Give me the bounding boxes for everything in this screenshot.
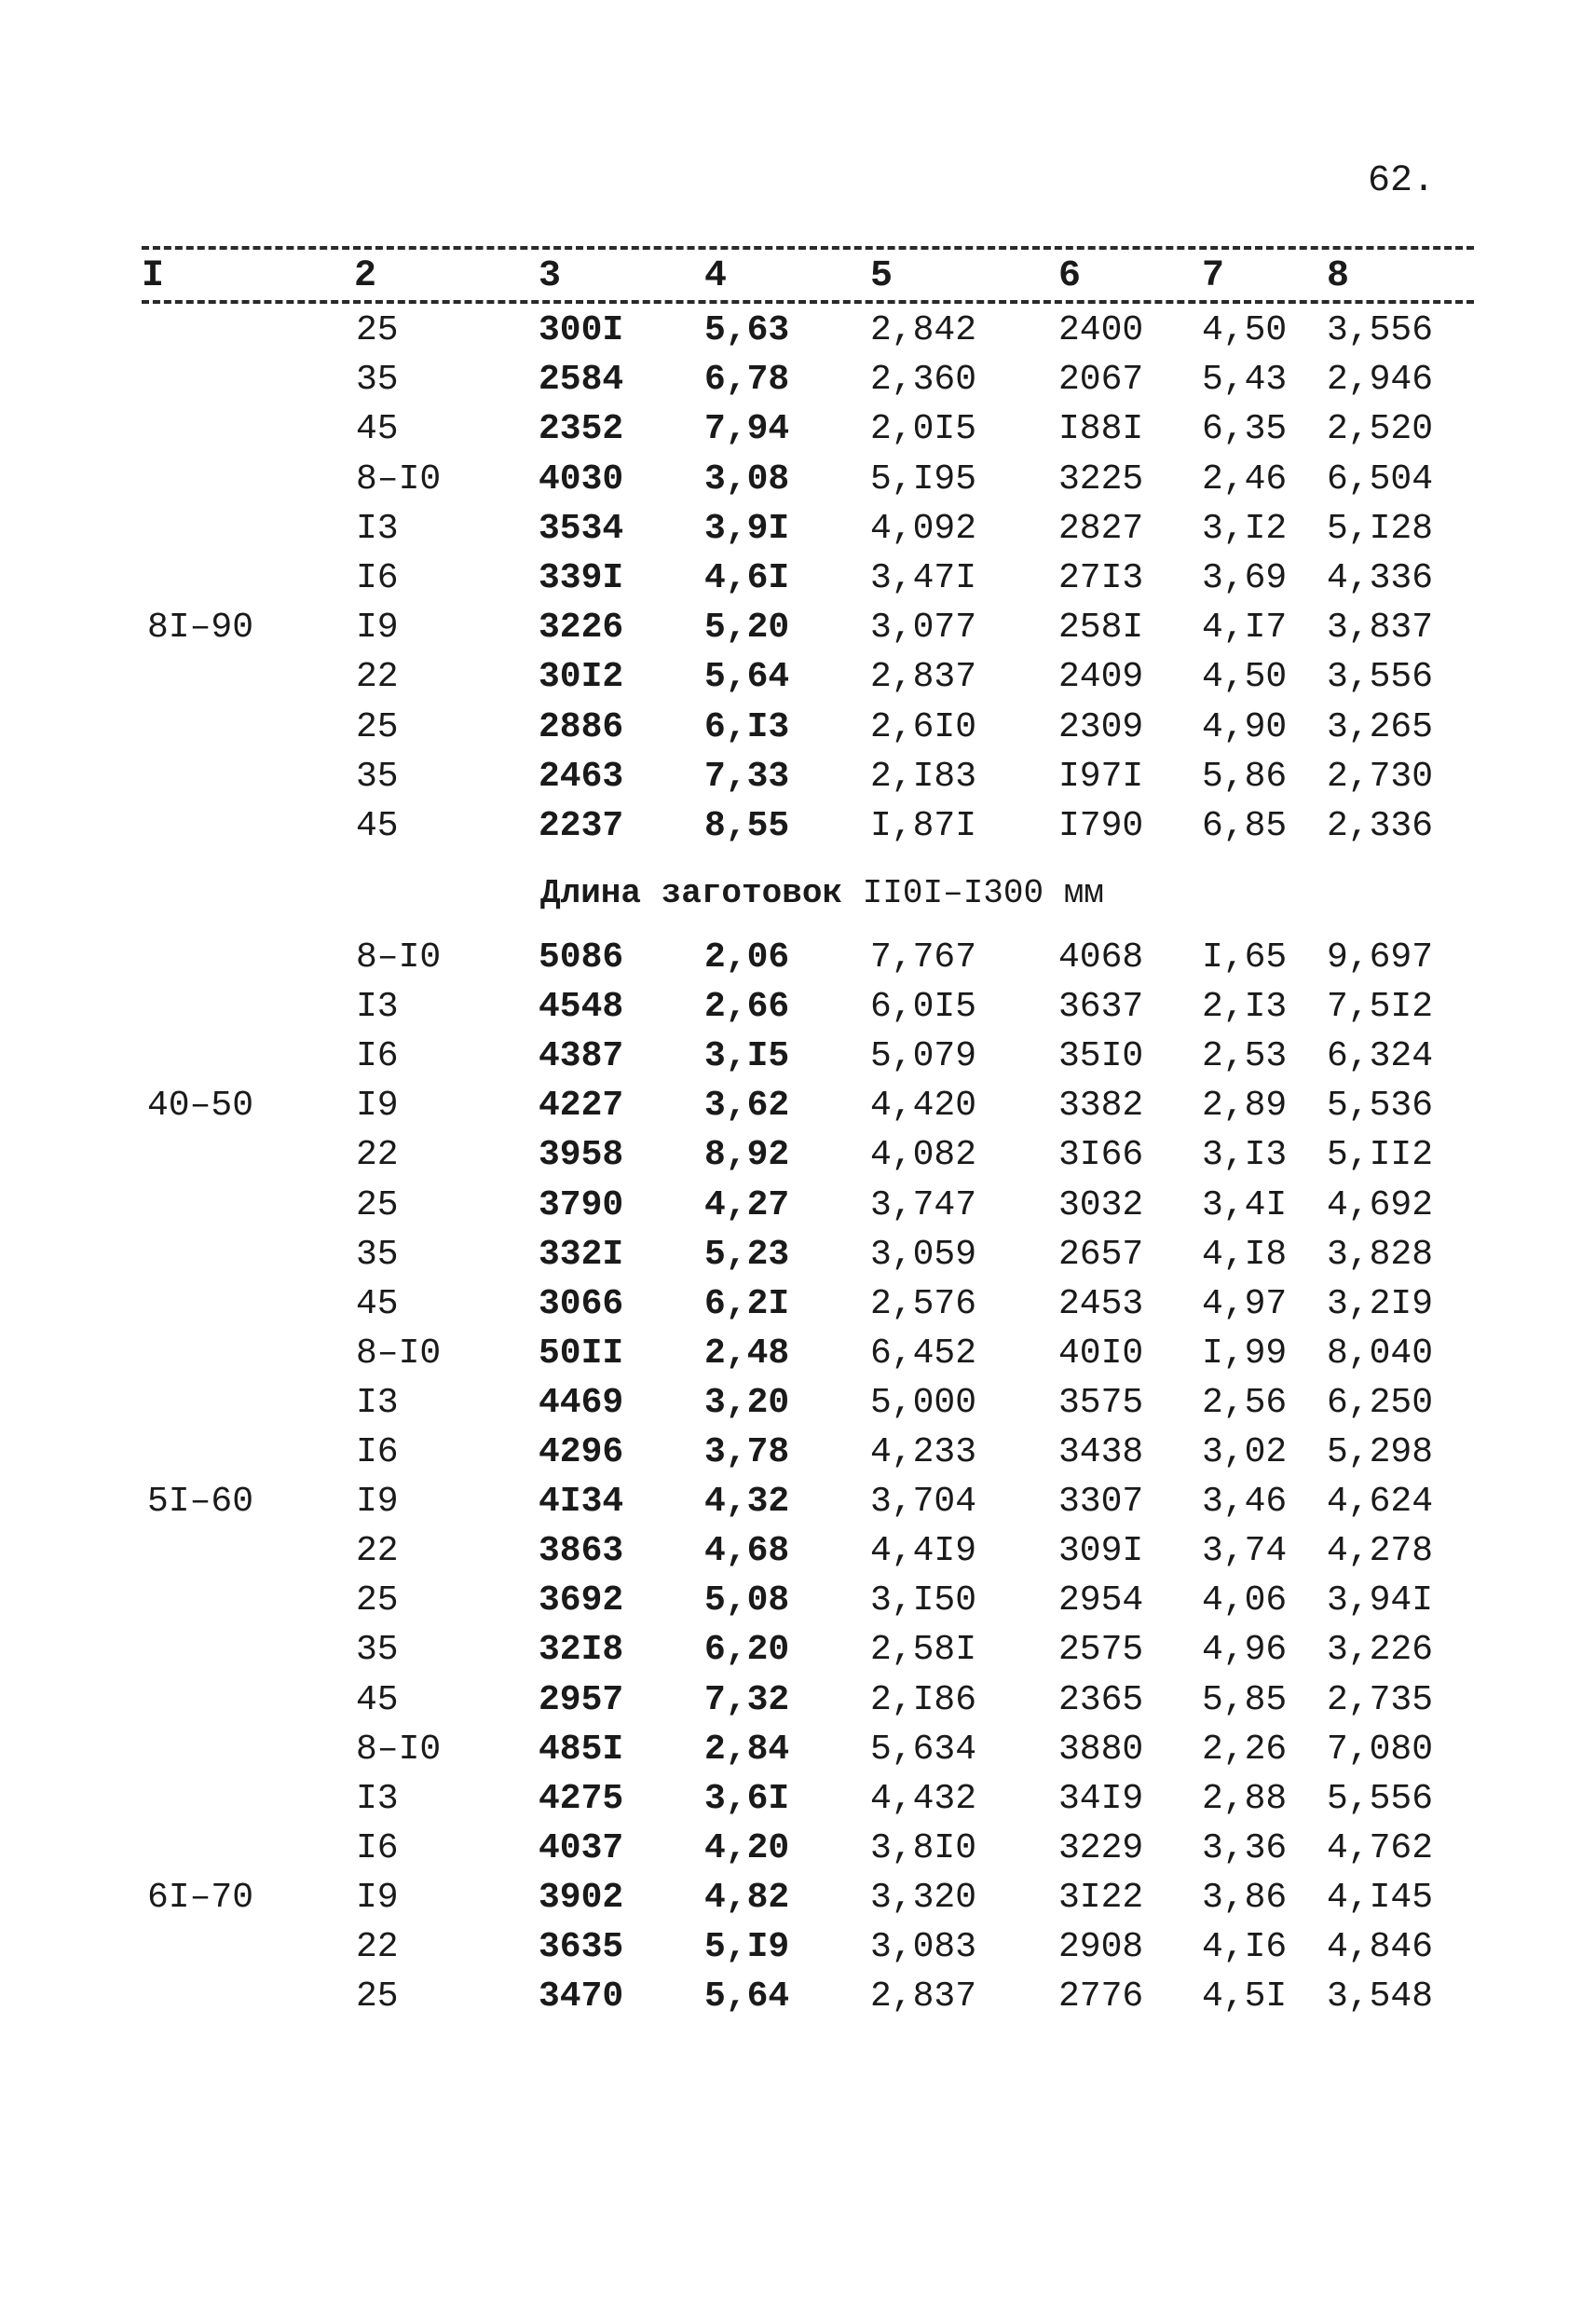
thickness: 8–I0 — [356, 1729, 442, 1770]
col4-value: 5,64 — [704, 1976, 790, 2017]
table-row — [0, 558, 1596, 608]
col3-value: 2352 — [539, 409, 624, 450]
col3-value: 3692 — [539, 1580, 624, 1621]
col8-value: 4,336 — [1327, 558, 1434, 598]
col6-value: 309I — [1058, 1531, 1144, 1572]
section-heading-bold: Длина заготовок — [540, 874, 843, 912]
col5-value: 7,767 — [870, 937, 977, 978]
col5-value: 2,837 — [870, 657, 977, 698]
col7-value: 4,5I — [1202, 1976, 1288, 2017]
thickness: 45 — [356, 806, 399, 846]
col8-value: 3,828 — [1327, 1234, 1434, 1275]
table-row — [0, 987, 1596, 1036]
col4-value: 8,55 — [704, 806, 790, 846]
col4-value: 5,63 — [704, 310, 790, 350]
table-row — [0, 1531, 1596, 1580]
col6-value: 2776 — [1058, 1976, 1144, 2017]
col6-value: 2453 — [1058, 1283, 1144, 1324]
table-row — [0, 657, 1596, 706]
col7-value: 2,53 — [1202, 1036, 1288, 1077]
col4-value: 8,92 — [704, 1135, 790, 1176]
thickness: I9 — [356, 1482, 399, 1523]
column-number-8: 8 — [1327, 255, 1350, 297]
thickness: I3 — [356, 1382, 399, 1423]
col3-value: 485I — [539, 1729, 624, 1770]
col6-value: I88I — [1058, 409, 1144, 450]
col5-value: I,87I — [870, 806, 977, 846]
col7-value: 4,50 — [1202, 310, 1288, 350]
col7-value: 4,96 — [1202, 1630, 1288, 1671]
col4-value: 3,20 — [704, 1382, 790, 1423]
col3-value: 4227 — [539, 1086, 624, 1127]
col3-value: 3958 — [539, 1135, 624, 1176]
col7-value: 3,74 — [1202, 1531, 1288, 1572]
col8-value: 3,94I — [1327, 1580, 1434, 1621]
thickness: I6 — [356, 558, 399, 598]
col5-value: 4,092 — [870, 508, 977, 549]
col6-value: 3382 — [1058, 1086, 1144, 1127]
col4-value: 4,68 — [704, 1531, 790, 1572]
table-row — [0, 1432, 1596, 1482]
col6-value: I97I — [1058, 756, 1144, 797]
col8-value: 2,520 — [1327, 409, 1434, 450]
col4-value: 5,20 — [704, 608, 790, 649]
column-number-2: 2 — [354, 255, 377, 297]
thickness: I9 — [356, 1086, 399, 1127]
table-row — [0, 937, 1596, 987]
col7-value: 4,50 — [1202, 657, 1288, 698]
col3-value: 2886 — [539, 706, 624, 747]
table-row — [0, 1630, 1596, 1679]
col7-value: 3,I3 — [1202, 1135, 1288, 1176]
col7-value: 2,I3 — [1202, 987, 1288, 1028]
col8-value: 3,2I9 — [1327, 1283, 1434, 1324]
thickness: 25 — [356, 1184, 399, 1225]
thickness: 35 — [356, 360, 399, 401]
col8-value: 2,336 — [1327, 806, 1434, 846]
col4-value: 3,08 — [704, 458, 790, 499]
col4-value: 4,6I — [704, 558, 790, 598]
col7-value: 2,26 — [1202, 1729, 1288, 1770]
col4-value: 7,33 — [704, 756, 790, 797]
col3-value: 4296 — [539, 1432, 624, 1472]
col4-value: 4,20 — [704, 1827, 790, 1868]
col7-value: I,99 — [1202, 1333, 1288, 1374]
column-number-5: 5 — [870, 255, 893, 297]
col7-value: 4,97 — [1202, 1283, 1288, 1324]
col6-value: 3637 — [1058, 987, 1144, 1028]
col7-value: 6,35 — [1202, 409, 1288, 450]
col7-value: 2,89 — [1202, 1086, 1288, 1127]
col5-value: 4,420 — [870, 1086, 977, 1127]
col6-value: 3225 — [1058, 458, 1144, 499]
table-row — [0, 1284, 1596, 1333]
col6-value: 3438 — [1058, 1432, 1144, 1472]
section-heading-range: II0I–I300 мм — [862, 874, 1104, 912]
col7-value: 3,4I — [1202, 1184, 1288, 1225]
col3-value: 4275 — [539, 1778, 624, 1819]
column-number-4: 4 — [704, 255, 728, 297]
table-row — [0, 1878, 1596, 1927]
table-row — [0, 360, 1596, 409]
col4-value: 5,64 — [704, 657, 790, 698]
col5-value: 2,6I0 — [870, 706, 977, 747]
thickness: 8–I0 — [356, 458, 442, 499]
thickness: 8–I0 — [356, 1333, 442, 1374]
thickness: I3 — [356, 508, 399, 549]
col5-value: 2,842 — [870, 310, 977, 350]
col3-value: 2584 — [539, 360, 624, 401]
col6-value: 3229 — [1058, 1827, 1144, 1868]
col4-value: 4,32 — [704, 1482, 790, 1523]
group-range: 6I–70 — [147, 1877, 254, 1918]
col5-value: 2,837 — [870, 1976, 977, 2017]
col8-value: 3,837 — [1327, 608, 1434, 649]
col8-value: 2,735 — [1327, 1679, 1434, 1720]
col3-value: 300I — [539, 310, 624, 350]
thickness: I3 — [356, 1778, 399, 1819]
col6-value: 2067 — [1058, 360, 1144, 401]
col8-value: 2,730 — [1327, 756, 1434, 797]
thickness: I6 — [356, 1827, 399, 1868]
col3-value: 4037 — [539, 1827, 624, 1868]
col8-value: 4,624 — [1327, 1482, 1434, 1523]
col8-value: 3,226 — [1327, 1630, 1434, 1671]
col8-value: 3,556 — [1327, 310, 1434, 350]
col7-value: 2,56 — [1202, 1382, 1288, 1423]
thickness: 22 — [356, 657, 399, 698]
table-row — [0, 1828, 1596, 1878]
col7-value: 3,02 — [1202, 1432, 1288, 1472]
col8-value: 4,692 — [1327, 1184, 1434, 1225]
table-row — [0, 806, 1596, 855]
col5-value: 3,I50 — [870, 1580, 977, 1621]
table-row — [0, 757, 1596, 806]
col6-value: 40I0 — [1058, 1333, 1144, 1374]
column-number-7: 7 — [1202, 255, 1225, 297]
col3-value: 2957 — [539, 1679, 624, 1720]
col7-value: 4,90 — [1202, 706, 1288, 747]
col3-value: 3790 — [539, 1184, 624, 1225]
col5-value: 3,083 — [870, 1927, 977, 1967]
section-heading — [540, 874, 1104, 912]
col4-value: 7,32 — [704, 1679, 790, 1720]
col5-value: 4,082 — [870, 1135, 977, 1176]
col7-value: 3,36 — [1202, 1827, 1288, 1868]
thickness: 35 — [356, 1234, 399, 1275]
col3-value: 4030 — [539, 458, 624, 499]
table-row — [0, 1730, 1596, 1779]
col8-value: 2,946 — [1327, 360, 1434, 401]
thickness: I6 — [356, 1036, 399, 1077]
col5-value: 4,233 — [870, 1432, 977, 1472]
col3-value: 5086 — [539, 937, 624, 978]
col3-value: 4548 — [539, 987, 624, 1028]
col5-value: 2,576 — [870, 1283, 977, 1324]
col5-value: 6,0I5 — [870, 987, 977, 1028]
col5-value: 3,059 — [870, 1234, 977, 1275]
col8-value: 5,II2 — [1327, 1135, 1434, 1176]
col5-value: 4,4I9 — [870, 1531, 977, 1572]
thickness: 35 — [356, 756, 399, 797]
col6-value: 3307 — [1058, 1482, 1144, 1523]
col4-value: 2,66 — [704, 987, 790, 1028]
col7-value: 3,46 — [1202, 1482, 1288, 1523]
col8-value: 6,324 — [1327, 1036, 1434, 1077]
thickness: 25 — [356, 1580, 399, 1621]
table-row — [0, 707, 1596, 757]
thickness: I9 — [356, 608, 399, 649]
col7-value: 2,46 — [1202, 458, 1288, 499]
col5-value: 3,077 — [870, 608, 977, 649]
col5-value: 3,747 — [870, 1184, 977, 1225]
col3-value: 32I8 — [539, 1630, 624, 1671]
col8-value: 5,556 — [1327, 1778, 1434, 1819]
thickness: 22 — [356, 1531, 399, 1572]
col6-value: 2827 — [1058, 508, 1144, 549]
col4-value: 4,27 — [704, 1184, 790, 1225]
col3-value: 3226 — [539, 608, 624, 649]
col5-value: 4,432 — [870, 1778, 977, 1819]
table-row — [0, 1927, 1596, 1976]
page-number: 62. — [1368, 160, 1436, 202]
col8-value: 3,556 — [1327, 657, 1434, 698]
col7-value: 2,88 — [1202, 1778, 1288, 1819]
col6-value: 3I22 — [1058, 1877, 1144, 1918]
table-row — [0, 1976, 1596, 2026]
thickness: 25 — [356, 1976, 399, 2017]
group-range: 8I–90 — [147, 608, 254, 649]
col5-value: 5,000 — [870, 1382, 977, 1423]
col8-value: 8,040 — [1327, 1333, 1434, 1374]
col3-value: 339I — [539, 558, 624, 598]
col5-value: 5,I95 — [870, 458, 977, 499]
col7-value: 5,85 — [1202, 1679, 1288, 1720]
table-row — [0, 459, 1596, 509]
col5-value: 2,I86 — [870, 1679, 977, 1720]
col7-value: 5,43 — [1202, 360, 1288, 401]
col7-value: 3,I2 — [1202, 508, 1288, 549]
col6-value: 35I0 — [1058, 1036, 1144, 1077]
col5-value: 2,58I — [870, 1630, 977, 1671]
col6-value: 34I9 — [1058, 1778, 1144, 1819]
table-row — [0, 1482, 1596, 1531]
col6-value: I790 — [1058, 806, 1144, 846]
table-row — [0, 1333, 1596, 1383]
col6-value: 27I3 — [1058, 558, 1144, 598]
col4-value: 6,78 — [704, 360, 790, 401]
col5-value: 5,079 — [870, 1036, 977, 1077]
col7-value: 4,I6 — [1202, 1927, 1288, 1967]
col6-value: 258I — [1058, 608, 1144, 649]
col6-value: 3032 — [1058, 1184, 1144, 1225]
col4-value: 3,I5 — [704, 1036, 790, 1077]
thickness: 25 — [356, 310, 399, 350]
col3-value: 4387 — [539, 1036, 624, 1077]
col4-value: 6,I3 — [704, 706, 790, 747]
col8-value: 4,762 — [1327, 1827, 1434, 1868]
col6-value: 4068 — [1058, 937, 1144, 978]
col5-value: 3,320 — [870, 1877, 977, 1918]
col6-value: 2309 — [1058, 706, 1144, 747]
col4-value: 2,84 — [704, 1729, 790, 1770]
table-row — [0, 1235, 1596, 1284]
col8-value: 6,250 — [1327, 1382, 1434, 1423]
col8-value: 5,298 — [1327, 1432, 1434, 1472]
col4-value: 4,82 — [704, 1877, 790, 1918]
table-row — [0, 1383, 1596, 1432]
col7-value: 4,I8 — [1202, 1234, 1288, 1275]
table-row — [0, 1135, 1596, 1184]
col4-value: 3,78 — [704, 1432, 790, 1472]
col5-value: 3,8I0 — [870, 1827, 977, 1868]
col5-value: 2,360 — [870, 360, 977, 401]
col3-value: 3902 — [539, 1877, 624, 1918]
col8-value: 5,536 — [1327, 1086, 1434, 1127]
table-row — [0, 1680, 1596, 1730]
col3-value: 3470 — [539, 1976, 624, 2017]
table-row — [0, 1086, 1596, 1135]
table-row — [0, 409, 1596, 458]
col5-value: 3,47I — [870, 558, 977, 598]
table-row — [0, 1779, 1596, 1828]
col4-value: 3,6I — [704, 1778, 790, 1819]
col3-value: 3635 — [539, 1927, 624, 1967]
thickness: I6 — [356, 1432, 399, 1472]
col8-value: 3,548 — [1327, 1976, 1434, 2017]
col7-value: 6,85 — [1202, 806, 1288, 846]
col3-value: 4I34 — [539, 1482, 624, 1523]
col8-value: 6,504 — [1327, 458, 1434, 499]
col8-value: 9,697 — [1327, 937, 1434, 978]
col5-value: 3,704 — [870, 1482, 977, 1523]
col3-value: 3863 — [539, 1531, 624, 1572]
col7-value: 3,86 — [1202, 1877, 1288, 1918]
col6-value: 2365 — [1058, 1679, 1144, 1720]
table-row — [0, 1036, 1596, 1086]
col7-value: 4,06 — [1202, 1580, 1288, 1621]
thickness: 45 — [356, 1283, 399, 1324]
col4-value: 5,23 — [704, 1234, 790, 1275]
col8-value: 4,846 — [1327, 1927, 1434, 1967]
col7-value: 3,69 — [1202, 558, 1288, 598]
col6-value: 2575 — [1058, 1630, 1144, 1671]
col6-value: 2657 — [1058, 1234, 1144, 1275]
col6-value: 2400 — [1058, 310, 1144, 350]
thickness: I9 — [356, 1877, 399, 1918]
col4-value: 6,2I — [704, 1283, 790, 1324]
col3-value: 4469 — [539, 1382, 624, 1423]
table-row — [0, 608, 1596, 657]
col6-value: 2908 — [1058, 1927, 1144, 1967]
col3-value: 30I2 — [539, 657, 624, 698]
col6-value: 3575 — [1058, 1382, 1144, 1423]
thickness: 25 — [356, 706, 399, 747]
header-rule-top — [142, 246, 1474, 250]
col4-value: 6,20 — [704, 1630, 790, 1671]
col3-value: 332I — [539, 1234, 624, 1275]
column-number-3: 3 — [539, 255, 562, 297]
group-range: 40–50 — [147, 1086, 254, 1127]
col6-value: 3I66 — [1058, 1135, 1144, 1176]
col8-value: 7,5I2 — [1327, 987, 1434, 1028]
col7-value: I,65 — [1202, 937, 1288, 978]
col8-value: 7,080 — [1327, 1729, 1434, 1770]
col7-value: 4,I7 — [1202, 608, 1288, 649]
col8-value: 4,I45 — [1327, 1877, 1434, 1918]
col5-value: 2,I83 — [870, 756, 977, 797]
thickness: 35 — [356, 1630, 399, 1671]
col6-value: 3880 — [1058, 1729, 1144, 1770]
col7-value: 5,86 — [1202, 756, 1288, 797]
col3-value: 3066 — [539, 1283, 624, 1324]
thickness: 45 — [356, 1679, 399, 1720]
col3-value: 2463 — [539, 756, 624, 797]
col8-value: 3,265 — [1327, 706, 1434, 747]
col6-value: 2954 — [1058, 1580, 1144, 1621]
col3-value: 2237 — [539, 806, 624, 846]
table-row — [0, 1185, 1596, 1235]
col4-value: 5,I9 — [704, 1927, 790, 1967]
group-range: 5I–60 — [147, 1482, 254, 1523]
column-number-6: 6 — [1058, 255, 1082, 297]
col6-value: 2409 — [1058, 657, 1144, 698]
column-number-1: I — [142, 255, 165, 297]
col4-value: 7,94 — [704, 409, 790, 450]
thickness: 22 — [356, 1135, 399, 1176]
col3-value: 3534 — [539, 508, 624, 549]
col4-value: 3,62 — [704, 1086, 790, 1127]
thickness: 45 — [356, 409, 399, 450]
col4-value: 2,48 — [704, 1333, 790, 1374]
table-row — [0, 1580, 1596, 1630]
col3-value: 50II — [539, 1333, 624, 1374]
col5-value: 2,0I5 — [870, 409, 977, 450]
table-row — [0, 509, 1596, 558]
thickness: 8–I0 — [356, 937, 442, 978]
col5-value: 6,452 — [870, 1333, 977, 1374]
table-row — [0, 310, 1596, 360]
thickness: 22 — [356, 1927, 399, 1967]
col4-value: 5,08 — [704, 1580, 790, 1621]
col4-value: 3,9I — [704, 508, 790, 549]
header-rule-bottom — [142, 300, 1474, 304]
col5-value: 5,634 — [870, 1729, 977, 1770]
thickness: I3 — [356, 987, 399, 1028]
col8-value: 5,I28 — [1327, 508, 1434, 549]
col4-value: 2,06 — [704, 937, 790, 978]
col8-value: 4,278 — [1327, 1531, 1434, 1572]
